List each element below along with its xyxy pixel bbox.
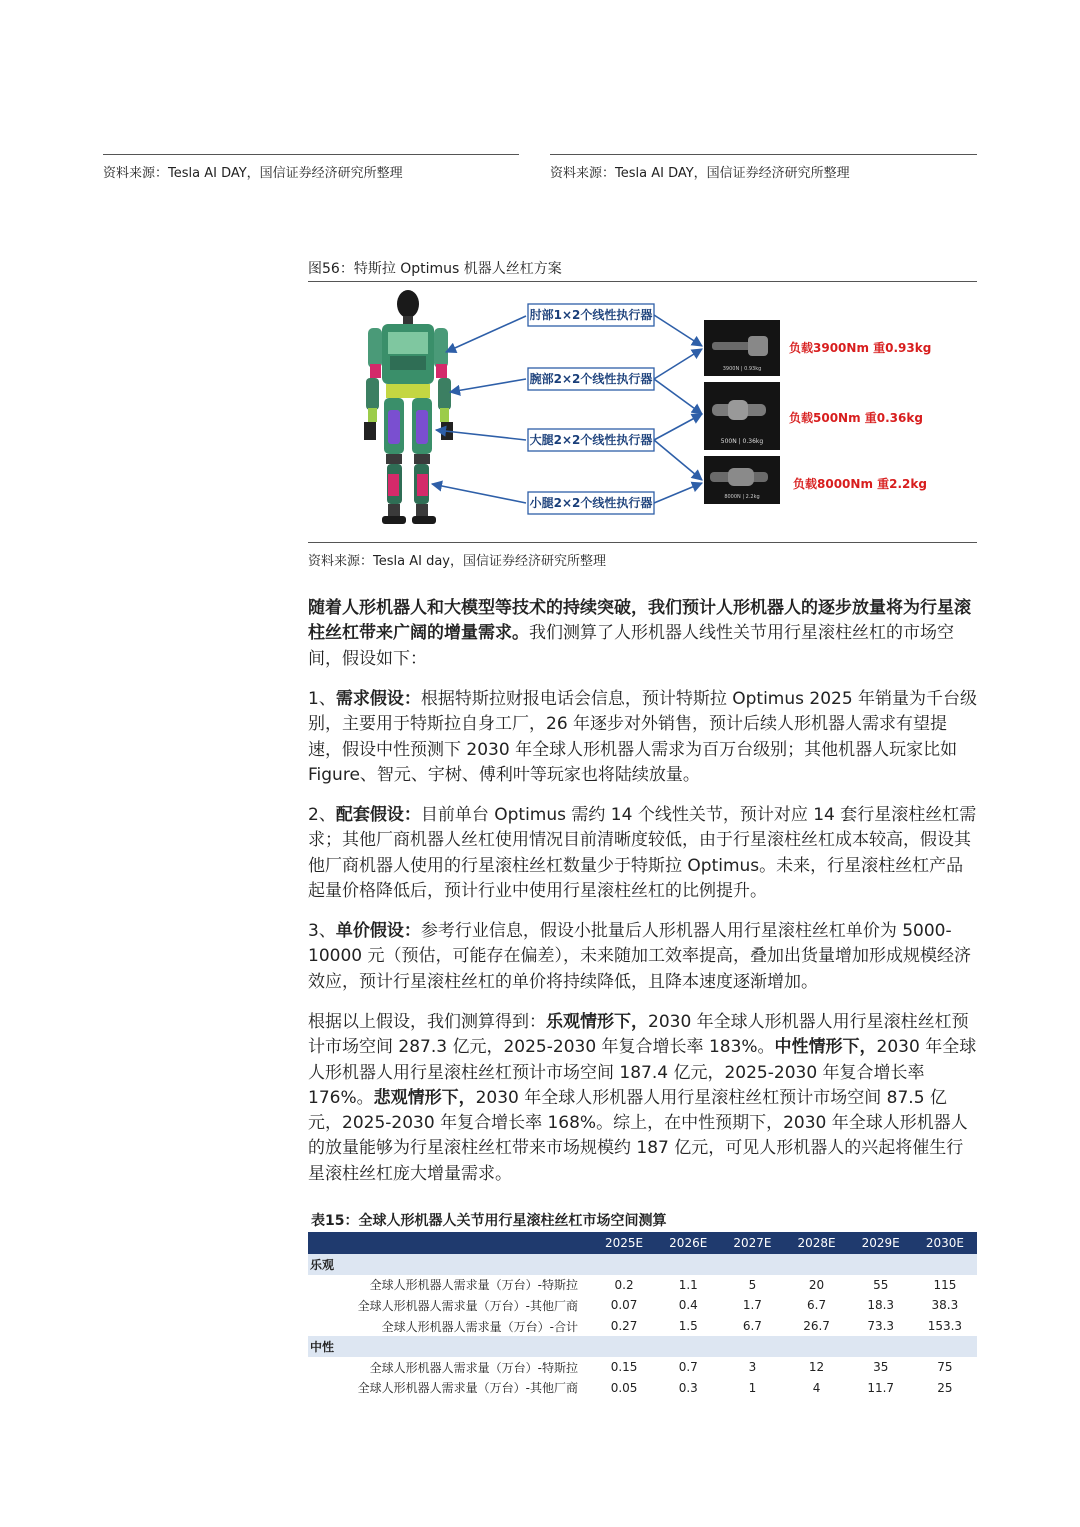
table-cell: 0.7 xyxy=(678,1360,698,1375)
paragraph-price-bold: 单价假设： xyxy=(335,921,421,941)
actuator-3 xyxy=(704,456,780,504)
source-note-left: 资料来源：Tesla AI DAY，国信证券经济研究所整理 xyxy=(103,154,519,184)
table-cell: 1 xyxy=(748,1380,757,1395)
table-cell: 73.3 xyxy=(867,1319,895,1334)
actuator-3-spec: 负载8000Nm 重2.2kg xyxy=(793,477,927,491)
table-section-row xyxy=(308,1254,977,1275)
paragraph-price xyxy=(308,919,980,995)
callout-shin-label: 小腿2×2个线性执行器 xyxy=(529,496,653,510)
paragraph-intro xyxy=(308,596,980,672)
actuator-3-caption: 8000N | 2.2kg xyxy=(724,494,760,500)
table-cell: 153.3 xyxy=(927,1319,963,1334)
actuator-arrows xyxy=(654,315,702,503)
figure-source: 资料来源：Tesla AI day，国信证券经济研究所整理 xyxy=(308,554,606,569)
table-row xyxy=(308,1295,977,1316)
table-header-row xyxy=(308,1232,977,1254)
table-cell: 0.27 xyxy=(610,1319,638,1334)
table-cell: 20 xyxy=(808,1277,825,1292)
table-cell: 6.7 xyxy=(807,1298,827,1313)
table-cell: 0.05 xyxy=(610,1380,638,1395)
callout-elbow-label: 肘部1×2个线性执行器 xyxy=(529,308,653,322)
table-cell: 18.3 xyxy=(867,1298,895,1313)
actuator-2 xyxy=(704,382,780,450)
figure-svg xyxy=(308,284,977,542)
paragraph-conclusion-c: 2030 年全球人形机器人用行星滚柱丝杠预计市场空间 287.3 亿元，2025-2030 年复合增长率 183%。 xyxy=(308,1012,969,1058)
table-header-2027: 2027E xyxy=(720,1232,784,1254)
table-header-label xyxy=(308,1232,592,1254)
paragraph-conclusion-e: 2030 年全球人形机器人用行星滚柱丝杠预计市场空间 187.4 亿元，2025-2030 年复合增长率 176%。 xyxy=(308,1037,977,1108)
row-label: 全球人形机器人需求量（万台）-其他厂商 xyxy=(357,1381,578,1396)
paragraph-conclusion xyxy=(308,1010,980,1187)
paragraph-intro-bold: 随着人形机器人和大模型等技术的持续突破，我们预计人形机器人的逐步放量将为行星滚柱丝杠带来广阔的增量需求。 xyxy=(308,598,971,644)
table-cell: 0.15 xyxy=(610,1360,638,1375)
figure-top-rule xyxy=(308,281,977,282)
table-cell: 1.5 xyxy=(678,1319,698,1334)
table-row xyxy=(308,1316,977,1337)
table-section-row xyxy=(308,1336,977,1357)
paragraph-price-rest: 参考行业信息，假设小批量后人形机器人用行星滚柱丝杠单价为 5000-10000 元（预估，可能存在偏差），未来随加工效率提高，叠加出货量增加形成规模经济效应，预计行星滚柱丝杠的单价将持续降低，且降本速度逐渐增加。 xyxy=(308,921,971,992)
row-label: 全球人形机器人需求量（万台）-特斯拉 xyxy=(369,1360,578,1375)
callout-wrist xyxy=(528,368,654,390)
paragraph-intro-rest: 我们测算了人形机器人线性关节用行星滚柱丝杠的市场空间，假设如下： xyxy=(308,623,954,669)
table-cell: 4 xyxy=(812,1380,821,1395)
paragraph-price-prefix: 3、 xyxy=(308,921,336,941)
table-cell: 0.07 xyxy=(610,1298,638,1313)
market-table xyxy=(308,1232,977,1398)
table-header-2026: 2026E xyxy=(656,1232,720,1254)
table-row xyxy=(308,1275,977,1296)
table-row xyxy=(308,1378,977,1399)
callout-wrist-label: 腕部2×2个线性执行器 xyxy=(529,372,653,386)
table-cell: 35 xyxy=(873,1360,889,1375)
figure-bottom-rule xyxy=(308,542,977,543)
figure-title: 图56：特斯拉 Optimus 机器人丝杠方案 xyxy=(308,261,562,277)
table-cell: 55 xyxy=(873,1277,889,1292)
actuator-1-spec: 负载3900Nm 重0.93kg xyxy=(789,341,932,355)
source-note-right: 资料来源：Tesla AI DAY，国信证券经济研究所整理 xyxy=(550,154,977,184)
table-cell: 115 xyxy=(933,1277,957,1292)
actuator-1 xyxy=(704,320,780,376)
table-header-2029: 2029E xyxy=(849,1232,913,1254)
paragraph-conclusion-pessimistic: 悲观情形下， xyxy=(373,1087,476,1108)
paragraph-supply-prefix: 2、 xyxy=(308,805,336,825)
paragraph-demand-bold: 需求假设： xyxy=(335,689,421,709)
paragraph-conclusion-g: 2030 年全球人形机器人用行星滚柱丝杠预计市场空间 87.5 亿元，2025-2030 年复合增长率 168%。综上，在中性预期下，2030 年全球人形机器人的放量能够为行星滚柱丝杠带来市场规模约 187 亿元，可见人形机器人的兴起将催生行星滚柱丝杠庞大增量需求。 xyxy=(308,1087,968,1184)
figure-optimus-screw xyxy=(308,284,977,542)
table-cell: 26.7 xyxy=(803,1319,830,1334)
row-label: 全球人形机器人需求量（万台）-特斯拉 xyxy=(369,1278,578,1293)
row-label: 全球人形机器人需求量（万台）-其他厂商 xyxy=(357,1298,578,1313)
table-header-2030: 2030E xyxy=(913,1232,977,1254)
section-optimistic: 乐观 xyxy=(308,1254,977,1275)
paragraph-supply-bold: 配套假设： xyxy=(335,805,421,825)
table-cell: 0.3 xyxy=(678,1380,698,1395)
table-cell: 5 xyxy=(748,1277,757,1292)
table-header-2028: 2028E xyxy=(784,1232,848,1254)
callout-elbow xyxy=(528,304,654,326)
paragraph-supply xyxy=(308,803,980,904)
table-cell: 75 xyxy=(937,1360,953,1375)
table-cell: 12 xyxy=(808,1360,825,1375)
table-cell: 11.7 xyxy=(867,1380,895,1395)
table-cell: 3 xyxy=(748,1360,757,1375)
actuator-2-spec: 负载500Nm 重0.36kg xyxy=(789,411,923,425)
section-neutral: 中性 xyxy=(308,1336,977,1357)
actuator-2-caption: 500N | 0.36kg xyxy=(720,438,764,445)
table-row xyxy=(308,1357,977,1378)
table-cell: 1.7 xyxy=(742,1298,762,1313)
table-cell: 0.4 xyxy=(678,1298,698,1313)
table-cell: 25 xyxy=(937,1380,953,1395)
paragraph-conclusion-neutral: 中性情形下， xyxy=(774,1037,877,1058)
table-cell: 0.2 xyxy=(614,1277,634,1292)
callout-thigh-label: 大腿2×2个线性执行器 xyxy=(529,433,653,447)
paragraph-demand xyxy=(308,687,980,788)
table-title: 表15：全球人形机器人关节用行星滚柱丝杠市场空间测算 xyxy=(311,1213,667,1229)
paragraph-demand-prefix: 1、 xyxy=(308,689,336,709)
actuator-1-caption: 3900N | 0.93kg xyxy=(722,366,762,372)
robot-illustration xyxy=(364,290,453,524)
table-cell: 6.7 xyxy=(742,1319,762,1334)
paragraph-conclusion-a: 根据以上假设，我们测算得到： xyxy=(308,1012,546,1032)
table-cell: 38.3 xyxy=(931,1298,959,1313)
callout-shin xyxy=(528,492,654,514)
row-label: 全球人形机器人需求量（万台）-合计 xyxy=(381,1319,578,1334)
paragraph-supply-rest: 目前单台 Optimus 需约 14 个线性关节，预计对应 14 套行星滚柱丝杠需求；其他厂商机器人丝杠使用情况目前清晰度较低，由于行星滚柱丝杠成本较高，假设其他厂商机器人使用的行星滚柱丝杠数量少于特斯拉 Optimus。未来，行星滚柱丝杠产品起量价格降低后，预计行业中使用行星滚柱丝杠的比例提升。 xyxy=(308,805,977,901)
paragraph-demand-rest: 根据特斯拉财报电话会信息，预计特斯拉 Optimus 2025 年销量为千台级别，主要用于特斯拉自身工厂，26 年逐步对外销售，预计后续人形机器人需求有望提速，假设中性预测下 2030 年全球人形机器人需求为百万台级别；其他机器人玩家比如 Figure、智元、宇树、傅利叶等玩家也将陆续放量。 xyxy=(308,689,978,785)
table-cell: 1.1 xyxy=(678,1277,698,1292)
paragraph-conclusion-optimistic: 乐观情形下， xyxy=(546,1012,648,1032)
callout-thigh xyxy=(528,429,654,451)
table-header-2025: 2025E xyxy=(592,1232,656,1254)
